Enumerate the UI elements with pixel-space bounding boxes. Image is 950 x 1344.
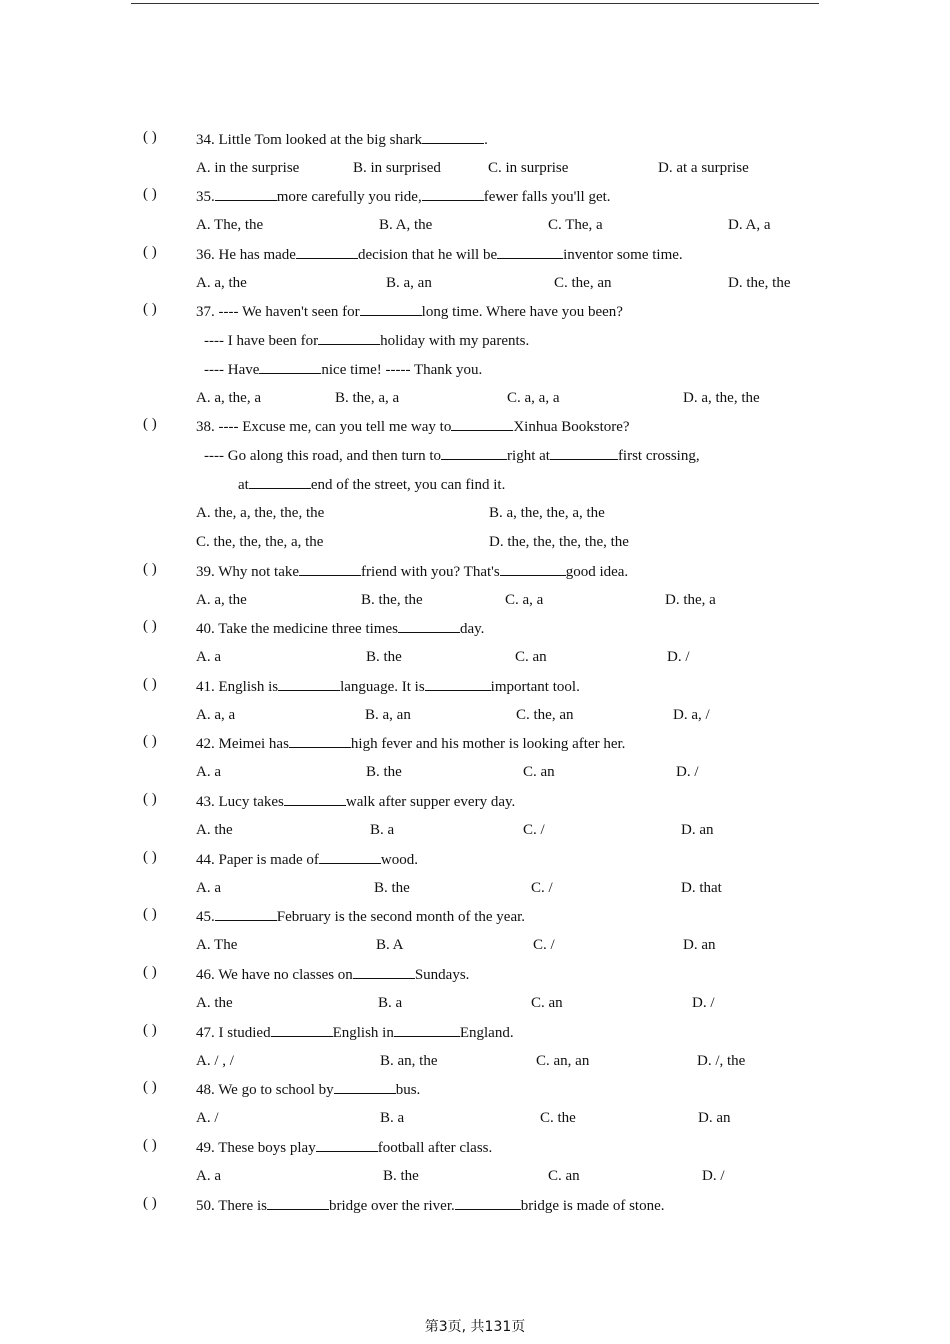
- answer-option[interactable]: C. an: [548, 1168, 580, 1184]
- answer-option[interactable]: B. a: [380, 1110, 405, 1126]
- answer-option[interactable]: C. an: [523, 764, 555, 780]
- answer-option[interactable]: C. the, an: [554, 275, 612, 291]
- answer-option[interactable]: D. an: [681, 822, 714, 838]
- question-text: walk after supper every day.: [345, 794, 516, 810]
- question-text: fewer falls you'll get.: [483, 189, 611, 205]
- question-text: 41. English is: [196, 679, 279, 695]
- question-text: 40. Take the medicine three times: [196, 621, 398, 637]
- answer-option[interactable]: D. a, the, the: [683, 390, 760, 406]
- answer-option[interactable]: C. a, a, a: [507, 390, 560, 406]
- answer-blank[interactable]: [441, 445, 507, 460]
- answer-paren[interactable]: ( ): [143, 1022, 157, 1038]
- answer-blank[interactable]: [259, 359, 321, 374]
- answer-option[interactable]: B. a: [370, 822, 395, 838]
- page-footer: 第3页, 共131页: [424, 1319, 526, 1335]
- question-text: 35.: [196, 189, 215, 205]
- question-text: holiday with my parents.: [380, 333, 530, 349]
- answer-option[interactable]: D. a, /: [673, 707, 710, 723]
- question-stem: [196, 964, 469, 985]
- answer-paren[interactable]: ( ): [143, 186, 157, 202]
- answer-paren[interactable]: ( ): [143, 791, 157, 807]
- answer-blank[interactable]: [451, 416, 513, 431]
- answer-option[interactable]: A. in the surprise: [196, 160, 300, 176]
- question-stem: [196, 1022, 514, 1043]
- answer-paren[interactable]: ( ): [143, 618, 157, 634]
- answer-blank[interactable]: [500, 561, 566, 576]
- question-text: Sundays.: [414, 967, 470, 983]
- answer-blank[interactable]: [353, 964, 415, 979]
- answer-paren[interactable]: ( ): [143, 129, 157, 145]
- question-stem: [196, 849, 418, 870]
- question-text: important tool.: [490, 679, 580, 695]
- answer-paren[interactable]: ( ): [143, 244, 157, 260]
- answer-option[interactable]: A. a: [196, 764, 221, 780]
- answer-blank[interactable]: [278, 676, 340, 691]
- question-text: right at: [507, 448, 550, 464]
- answer-option[interactable]: A. the: [196, 822, 233, 838]
- answer-paren[interactable]: ( ): [143, 849, 157, 865]
- answer-option[interactable]: A. /: [196, 1110, 219, 1126]
- answer-paren[interactable]: ( ): [143, 301, 157, 317]
- question-text: nice time! ----- Thank you.: [321, 362, 483, 378]
- answer-option[interactable]: A. a, a: [196, 707, 236, 723]
- answer-option[interactable]: C. the, the, the, a, the: [196, 534, 324, 550]
- answer-option[interactable]: A. the: [196, 995, 233, 1011]
- question-stem: [196, 733, 625, 754]
- answer-option[interactable]: B. a: [378, 995, 403, 1011]
- answer-blank[interactable]: [360, 301, 422, 316]
- answer-paren[interactable]: ( ): [143, 906, 157, 922]
- question-text: bridge over the river.: [328, 1198, 455, 1214]
- question-stem: [196, 791, 515, 812]
- question-stem: [196, 186, 611, 207]
- question-text: 39. Why not take: [196, 564, 300, 580]
- answer-option[interactable]: C. an: [515, 649, 547, 665]
- question-text: ---- I have been for: [204, 333, 319, 349]
- answer-option[interactable]: A. a: [196, 880, 221, 896]
- answer-paren[interactable]: ( ): [143, 964, 157, 980]
- question-text: language. It is: [340, 679, 425, 695]
- question-text: 43. Lucy takes: [196, 794, 284, 810]
- answer-blank[interactable]: [422, 129, 484, 144]
- answer-blank[interactable]: [319, 849, 381, 864]
- answer-option[interactable]: D. an: [683, 937, 716, 953]
- answer-option[interactable]: D. A, a: [728, 217, 771, 233]
- answer-blank[interactable]: [398, 618, 460, 633]
- question-text: long time. Where have you been?: [421, 304, 623, 320]
- answer-option[interactable]: A. The: [196, 937, 238, 953]
- answer-option[interactable]: B. the: [374, 880, 410, 896]
- question-text: more carefully you ride,: [276, 189, 422, 205]
- answer-option[interactable]: C. a, a: [505, 592, 544, 608]
- answer-blank[interactable]: [318, 330, 380, 345]
- answer-option[interactable]: B. the: [366, 764, 402, 780]
- question-text: ---- Have: [204, 362, 260, 378]
- answer-paren[interactable]: ( ): [143, 416, 157, 432]
- question-text: day.: [459, 621, 485, 637]
- answer-option[interactable]: C. an, an: [536, 1053, 590, 1069]
- answer-option[interactable]: B. the, the: [361, 592, 423, 608]
- answer-blank[interactable]: [271, 1022, 333, 1037]
- answer-option[interactable]: A. the, a, the, the, the: [196, 505, 325, 521]
- answer-option[interactable]: C. an: [531, 995, 563, 1011]
- question-dialogue-line: [204, 330, 529, 351]
- answer-blank[interactable]: [267, 1195, 329, 1210]
- question-text: at: [238, 477, 249, 493]
- question-text: .: [484, 132, 488, 148]
- question-text: Xinhua Bookstore?: [513, 419, 630, 435]
- top-rule: [131, 3, 819, 4]
- question-stem: [196, 676, 580, 697]
- answer-paren[interactable]: ( ): [143, 733, 157, 749]
- answer-option[interactable]: D. at a surprise: [658, 160, 749, 176]
- answer-option[interactable]: A. a, the, a: [196, 390, 261, 406]
- answer-blank[interactable]: [425, 676, 491, 691]
- answer-option[interactable]: B. the, a, a: [335, 390, 400, 406]
- answer-blank[interactable]: [215, 186, 277, 201]
- answer-option[interactable]: B. A: [376, 937, 404, 953]
- answer-option[interactable]: B. the: [383, 1168, 419, 1184]
- answer-blank[interactable]: [497, 244, 563, 259]
- question-text: England.: [459, 1025, 514, 1041]
- question-text: inventor some time.: [563, 247, 683, 263]
- question-dialogue-line: [204, 445, 700, 466]
- answer-blank[interactable]: [289, 733, 351, 748]
- question-stem: [196, 244, 683, 265]
- question-stem: [196, 1137, 492, 1158]
- answer-blank[interactable]: [550, 445, 618, 460]
- question-text: friend with you? That's: [361, 564, 500, 580]
- answer-option[interactable]: C. the: [540, 1110, 576, 1126]
- question-text: English in: [332, 1025, 394, 1041]
- question-stem: [196, 301, 623, 322]
- answer-blank[interactable]: [249, 474, 311, 489]
- answer-option[interactable]: A. a: [196, 1168, 221, 1184]
- question-text: 44. Paper is made of: [196, 852, 319, 868]
- question-text: 50. There is: [196, 1198, 267, 1214]
- question-text: 42. Meimei has: [196, 736, 289, 752]
- answer-option[interactable]: C. /: [523, 822, 545, 838]
- answer-option[interactable]: B. a, an: [365, 707, 411, 723]
- question-text: first crossing,: [617, 448, 700, 464]
- question-text: high fever and his mother is looking after her.: [350, 736, 626, 752]
- answer-option[interactable]: A. a: [196, 649, 221, 665]
- answer-option[interactable]: C. /: [531, 880, 553, 896]
- answer-option[interactable]: A. The, the: [196, 217, 264, 233]
- answer-blank[interactable]: [455, 1195, 521, 1210]
- question-stem: [196, 561, 628, 582]
- question-text: 38. ---- Excuse me, can you tell me way to: [196, 419, 452, 435]
- answer-option[interactable]: D. the, the, the, the, the: [489, 534, 629, 550]
- answer-paren[interactable]: ( ): [143, 676, 157, 692]
- answer-blank[interactable]: [422, 186, 484, 201]
- question-dialogue-line: [238, 474, 505, 495]
- answer-option[interactable]: D. the, the: [728, 275, 791, 291]
- answer-option[interactable]: C. /: [533, 937, 555, 953]
- answer-option[interactable]: D. /: [702, 1168, 725, 1184]
- question-text: 46. We have no classes on: [196, 967, 353, 983]
- question-text: ---- Go along this road, and then turn to: [204, 448, 442, 464]
- question-text: 48. We go to school by: [196, 1082, 334, 1098]
- question-text: 37. ---- We haven't seen for: [196, 304, 360, 320]
- answer-paren[interactable]: ( ): [143, 561, 157, 577]
- answer-option[interactable]: B. a, the, the, a, the: [489, 505, 605, 521]
- question-text: wood.: [380, 852, 418, 868]
- answer-option[interactable]: A. / , /: [196, 1053, 234, 1069]
- answer-option[interactable]: D. /: [676, 764, 699, 780]
- question-stem: [196, 618, 484, 639]
- answer-blank[interactable]: [296, 244, 358, 259]
- answer-option[interactable]: D. that: [681, 880, 722, 896]
- answer-paren[interactable]: ( ): [143, 1137, 157, 1153]
- question-stem: [196, 416, 630, 437]
- answer-option[interactable]: B. a, an: [386, 275, 432, 291]
- answer-option[interactable]: D. /: [692, 995, 715, 1011]
- question-text: decision that he will be: [357, 247, 498, 263]
- question-text: 47. I studied: [196, 1025, 271, 1041]
- question-dialogue-line: [204, 359, 482, 380]
- answer-option[interactable]: D. /, the: [697, 1053, 746, 1069]
- question-text: bus.: [395, 1082, 421, 1098]
- question-stem: [196, 129, 488, 150]
- answer-option[interactable]: B. the: [366, 649, 402, 665]
- answer-paren[interactable]: ( ): [143, 1079, 157, 1095]
- question-text: end of the street, you can find it.: [310, 477, 506, 493]
- answer-blank[interactable]: [394, 1022, 460, 1037]
- question-text: 34. Little Tom looked at the big shark: [196, 132, 423, 148]
- answer-option[interactable]: C. the, an: [516, 707, 574, 723]
- answer-blank[interactable]: [316, 1137, 378, 1152]
- question-text: February is the second month of the year.: [276, 909, 526, 925]
- answer-blank[interactable]: [215, 906, 277, 921]
- answer-option[interactable]: B. in surprised: [353, 160, 441, 176]
- answer-option[interactable]: D. /: [667, 649, 690, 665]
- question-text: 49. These boys play: [196, 1140, 316, 1156]
- question-stem: [196, 906, 525, 927]
- question-text: bridge is made of stone.: [520, 1198, 665, 1214]
- answer-option[interactable]: B. A, the: [379, 217, 433, 233]
- answer-blank[interactable]: [334, 1079, 396, 1094]
- answer-option[interactable]: A. a, the: [196, 275, 247, 291]
- answer-option[interactable]: D. the, a: [665, 592, 716, 608]
- answer-blank[interactable]: [299, 561, 361, 576]
- answer-option[interactable]: C. The, a: [548, 217, 603, 233]
- answer-paren[interactable]: ( ): [143, 1195, 157, 1211]
- question-stem: [196, 1079, 420, 1100]
- question-text: 36. He has made: [196, 247, 296, 263]
- answer-option[interactable]: A. a, the: [196, 592, 247, 608]
- answer-option[interactable]: B. an, the: [380, 1053, 438, 1069]
- answer-option[interactable]: C. in surprise: [488, 160, 569, 176]
- question-text: 45.: [196, 909, 215, 925]
- question-stem: [196, 1195, 664, 1216]
- question-text: football after class.: [377, 1140, 493, 1156]
- question-text: good idea.: [565, 564, 629, 580]
- answer-option[interactable]: D. an: [698, 1110, 731, 1126]
- answer-blank[interactable]: [284, 791, 346, 806]
